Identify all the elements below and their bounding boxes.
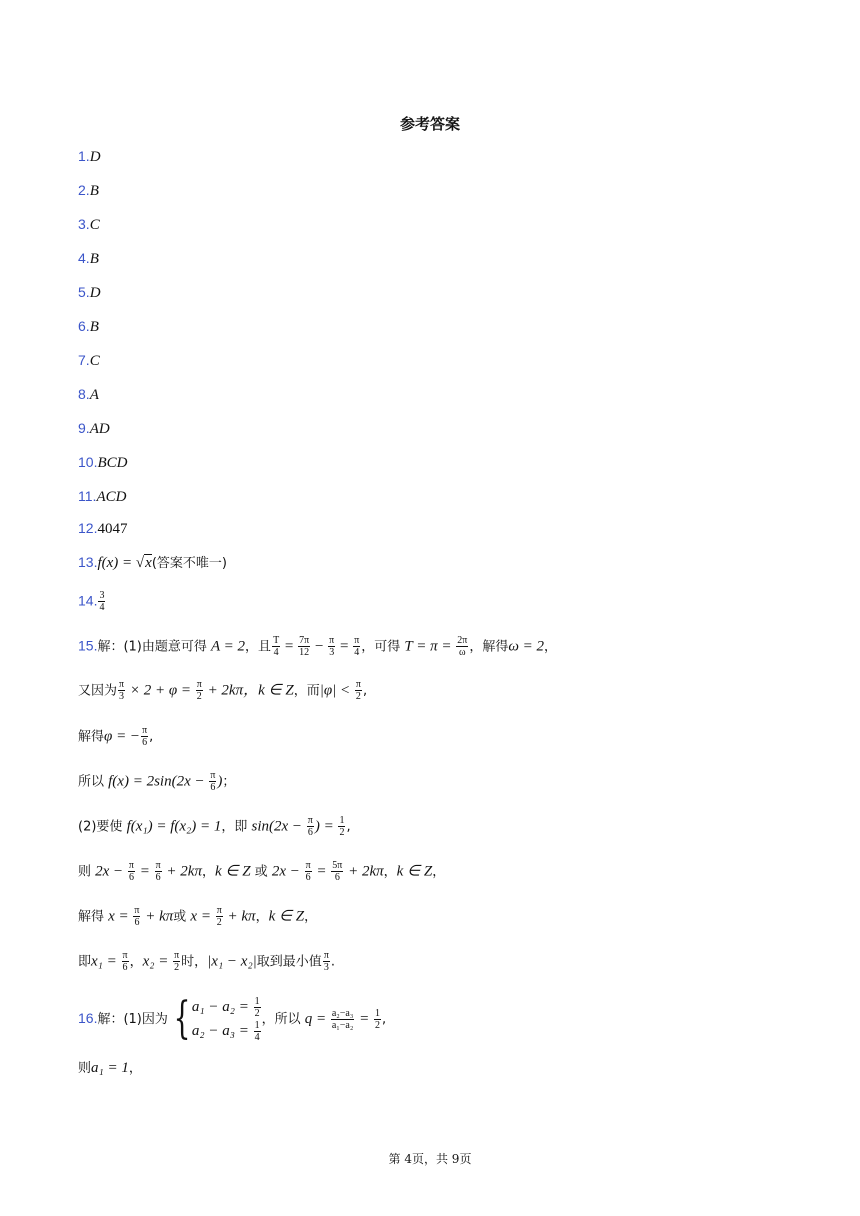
answer-item <box>78 418 110 439</box>
answer-item <box>78 518 127 539</box>
answer-number: 10. <box>78 454 98 470</box>
answer-item <box>78 384 99 405</box>
solution-15-line-2: 又因为 $\frac{\pi}{3}$ × 2 + φ = $\frac{\pi}{2}$ + 2kπ，k ∈ Z，而|φ| < $\frac{\pi}{2}$ , <box>78 679 368 702</box>
answer-item-13 <box>78 552 227 574</box>
answer-number: 15. <box>78 637 98 654</box>
answer-number: 14. <box>78 592 98 609</box>
answer-item <box>78 180 99 201</box>
answer-number: 3. <box>78 216 90 232</box>
answer-item <box>78 486 126 507</box>
answer-item <box>78 350 100 371</box>
answer-number: 5. <box>78 284 90 300</box>
solution-15-line-8: 即x₁ = $\frac{\pi}{6}$ ，x₂ = $\frac{\pi}{2}$ 时，|x₁ − x₂|取到最小值 $\frac{\pi}{3}$ . <box>78 950 336 973</box>
answer-value: D <box>89 285 101 301</box>
answer-value: B <box>89 319 99 335</box>
answer-number: 13. <box>78 554 98 570</box>
solution-15-line-3: 解得φ = − $\frac{\pi}{6}$ , <box>78 725 154 748</box>
answer-number: 7. <box>78 352 90 368</box>
answer-value: C <box>89 353 100 369</box>
solution-15-line-5: (2)要使 f(x₁) = f(x₂) = 1，即 sin(2x − $\frac{\pi}{6}$ ) = $\frac{1}{2}$ , <box>78 815 351 838</box>
note: (答案不唯一) <box>151 556 227 571</box>
answer-value: AD <box>89 421 110 437</box>
brace-symbol: { <box>173 993 191 1044</box>
answer-item <box>78 248 99 269</box>
radicand: x <box>145 555 152 571</box>
answer-value: D <box>89 149 101 165</box>
answer-value: BCD <box>97 455 128 471</box>
answer-value: A <box>89 387 99 403</box>
answer-value: C <box>89 217 100 233</box>
answer-number: 1. <box>78 148 90 164</box>
formula: f(x) = <box>97 555 136 571</box>
page-footer: 第 4页，共 9页 <box>388 1152 472 1166</box>
fraction: $\frac{3}{4}$ <box>99 590 105 613</box>
answer-item <box>78 452 127 473</box>
answer-value: B <box>89 251 99 267</box>
solution-15-line-7: 解得 x = $\frac{\pi}{6}$ + kπ或 x = $\frac{\pi}{2}$ + kπ，k ∈ Z， <box>78 905 318 928</box>
answer-number: 11. <box>78 488 97 504</box>
sqrt-symbol: √ <box>135 555 145 571</box>
solution-16-line-2: 则a₁ = 1， <box>78 1060 142 1076</box>
solution-15-line-1: 15.解：(1)由题意可得 A = 2，且 $\frac{T}{4}$ = $\frac{7\pi}{12}$ − $\frac{\pi}{3}$ = $\frac{\pi}{4}$ ，可得 T = π = $\frac{2\pi}{\omega}$ ，解得ω = 2， <box>78 635 558 658</box>
answer-number: 16. <box>78 1010 98 1026</box>
answer-item <box>78 316 99 337</box>
solution-16-line-1: 16.解：(1)因为 { a₁ − a₂ = $\frac{1}{2}$ a₂ − a₃ = $\frac{1}{4}$ ，所以 q = $\frac{\text{a₂−a₃}}{\text{a₁−a₂}}$ = $\frac{1}{2}$ , <box>78 993 387 1044</box>
answer-item <box>78 282 101 303</box>
answer-item-14 <box>78 590 106 613</box>
solution-15-line-6: 则 2x − $\frac{\pi}{6}$ = $\frac{\pi}{6}$ + 2kπ，k ∈ Z 或 2x − $\frac{\pi}{6}$ = $\frac{5\pi}{6}$ + 2kπ，k ∈ Z， <box>78 860 446 883</box>
answer-number: 8. <box>78 386 90 402</box>
answer-value: B <box>89 183 99 199</box>
answer-number: 2. <box>78 182 90 198</box>
answer-item <box>78 214 100 235</box>
answer-number: 9. <box>78 420 90 436</box>
answer-value: 4047 <box>97 521 128 537</box>
page-title: 参考答案 <box>399 115 460 133</box>
answer-number: 12. <box>78 520 98 536</box>
equation-system: a₁ − a₂ = $\frac{1}{2}$ a₂ − a₃ = $\frac{1}{4}$ <box>191 995 260 1043</box>
answer-item <box>78 146 101 167</box>
solution-15-line-4: 所以 f(x) = 2sin(2x − $\frac{\pi}{6}$ )； <box>78 770 236 793</box>
answer-number: 4. <box>78 250 90 266</box>
answer-number: 6. <box>78 318 90 334</box>
answer-value: ACD <box>96 489 127 505</box>
